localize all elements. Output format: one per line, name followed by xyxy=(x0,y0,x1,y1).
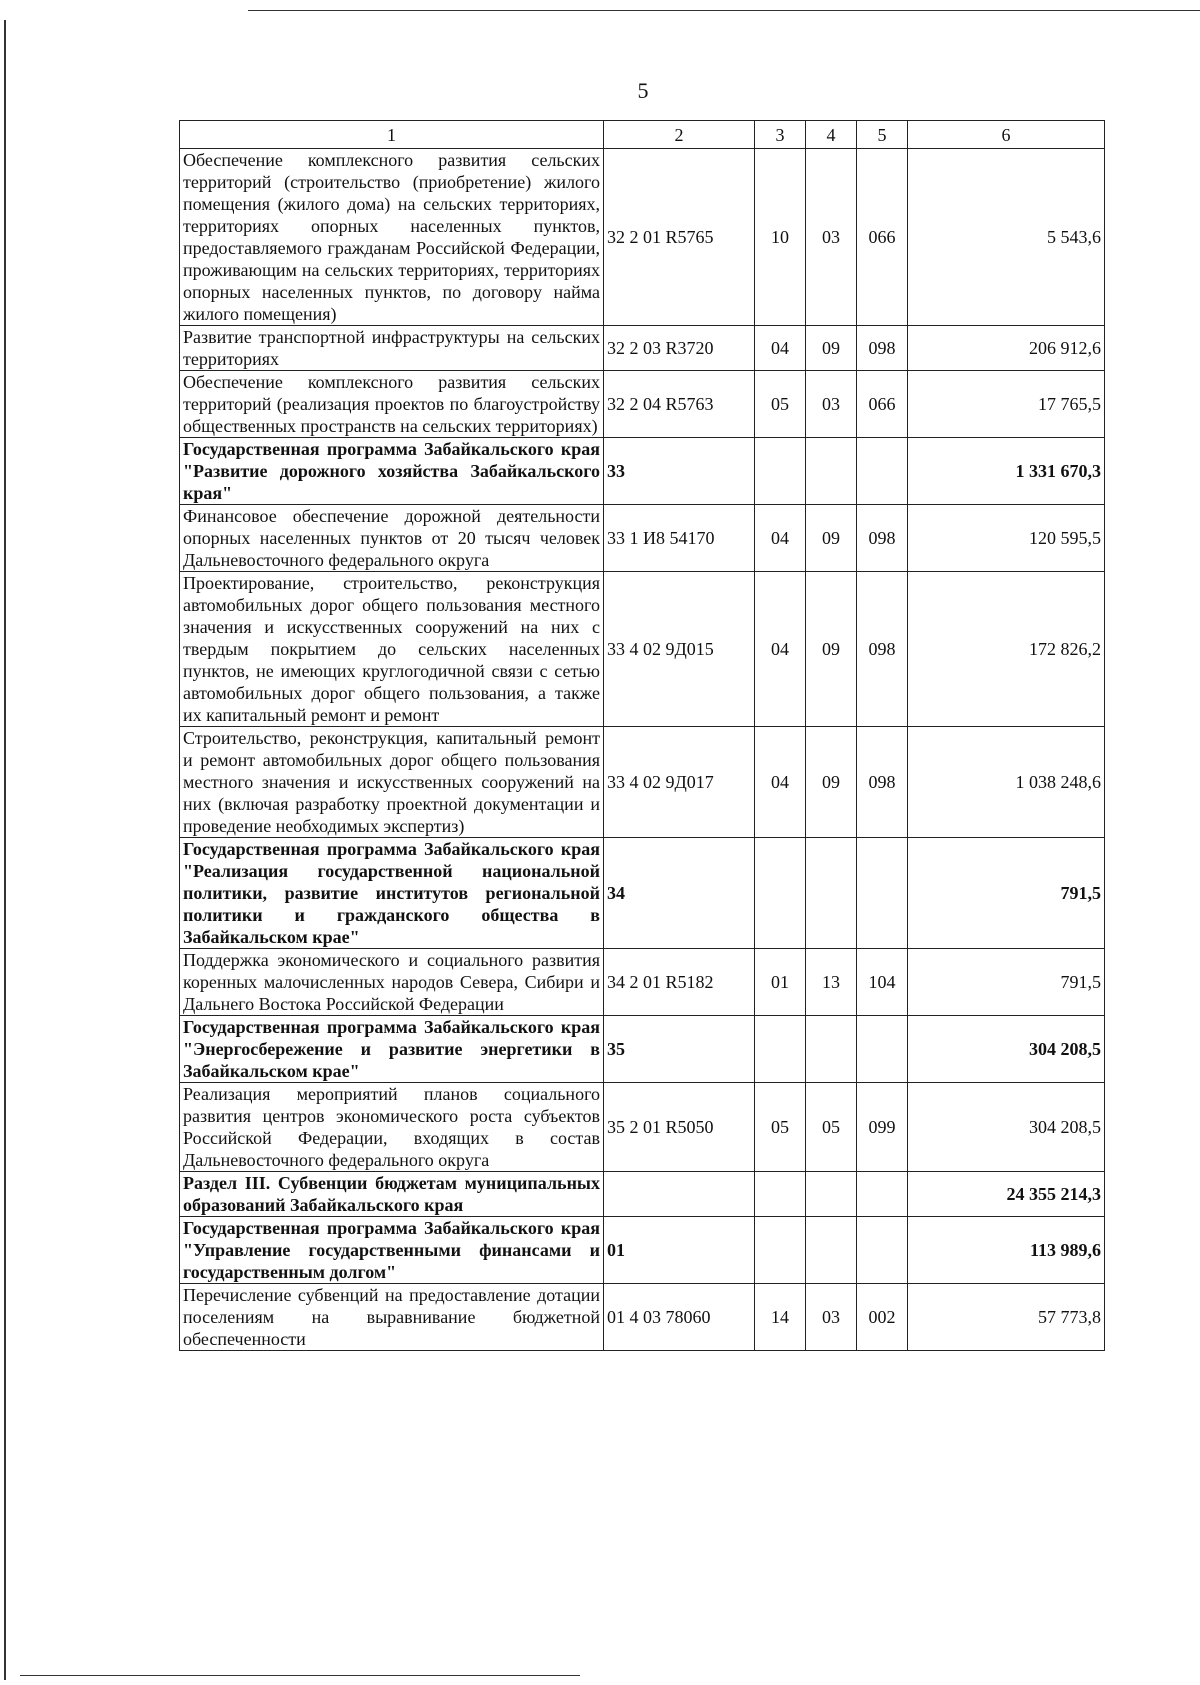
table-row xyxy=(180,1016,1105,1083)
table-row xyxy=(180,371,1105,438)
row-expense-type-cell: 104 xyxy=(857,949,908,1016)
table-body xyxy=(180,149,1105,1351)
budget-table xyxy=(179,120,1105,1351)
row-name-cell: Обеспечение комплексного развития сельских территорий (реализация проектов по благоустройству общественных пространств на сельских территориях) xyxy=(180,371,604,438)
row-expense-type-cell xyxy=(857,1016,908,1083)
row-code-cell: 33 xyxy=(604,438,755,505)
row-code-cell: 34 2 01 R5182 xyxy=(604,949,755,1016)
header-col-3: 3 xyxy=(755,121,806,149)
row-subsection-cell: 09 xyxy=(806,326,857,371)
row-subsection-cell: 03 xyxy=(806,1284,857,1351)
row-name-cell: Реализация мероприятий планов социального развития центров экономического роста субъектов Российской Федерации, входящих в состав Дальневосточного федерального округа xyxy=(180,1083,604,1172)
row-expense-type-cell: 098 xyxy=(857,505,908,572)
header-col-5: 5 xyxy=(857,121,908,149)
row-section-cell: 05 xyxy=(755,1083,806,1172)
row-name-cell: Государственная программа Забайкальского края "Энергосбережение и развитие энергетики в Забайкальском крае" xyxy=(180,1016,604,1083)
header-col-6: 6 xyxy=(908,121,1105,149)
row-code-cell: 01 4 03 78060 xyxy=(604,1284,755,1351)
row-expense-type-cell xyxy=(857,1217,908,1284)
row-amount-cell: 791,5 xyxy=(908,949,1105,1016)
row-expense-type-cell xyxy=(857,1172,908,1217)
row-amount-cell: 5 543,6 xyxy=(908,149,1105,326)
table-row xyxy=(180,572,1105,727)
row-name-cell: Государственная программа Забайкальского края "Реализация государственной национальной политики, развитие институтов региональной политики и гражданского общества в Забайкальском крае" xyxy=(180,838,604,949)
table-row xyxy=(180,727,1105,838)
row-subsection-cell: 09 xyxy=(806,505,857,572)
row-subsection-cell xyxy=(806,838,857,949)
row-amount-cell: 206 912,6 xyxy=(908,326,1105,371)
table-row xyxy=(180,838,1105,949)
row-expense-type-cell: 098 xyxy=(857,572,908,727)
row-subsection-cell xyxy=(806,1172,857,1217)
row-name-cell: Финансовое обеспечение дорожной деятельности опорных населенных пунктов от 20 тысяч человек Дальневосточного федерального округа xyxy=(180,505,604,572)
table-row xyxy=(180,949,1105,1016)
row-code-cell: 33 4 02 9Д015 xyxy=(604,572,755,727)
row-amount-cell: 17 765,5 xyxy=(908,371,1105,438)
row-subsection-cell: 09 xyxy=(806,572,857,727)
row-name-cell: Строительство, реконструкция, капитальный ремонт и ремонт автомобильных дорог общего пользования местного значения и искусственных сооружений на них (включая разработку проектной документации и проведение необходимых экспертиз) xyxy=(180,727,604,838)
row-code-cell: 33 4 02 9Д017 xyxy=(604,727,755,838)
row-subsection-cell xyxy=(806,438,857,505)
row-section-cell: 10 xyxy=(755,149,806,326)
row-expense-type-cell: 002 xyxy=(857,1284,908,1351)
header-col-2: 2 xyxy=(604,121,755,149)
row-expense-type-cell: 066 xyxy=(857,149,908,326)
row-code-cell: 32 2 04 R5763 xyxy=(604,371,755,438)
row-code-cell: 35 xyxy=(604,1016,755,1083)
table-row xyxy=(180,326,1105,371)
row-amount-cell: 791,5 xyxy=(908,838,1105,949)
row-code-cell: 32 2 03 R3720 xyxy=(604,326,755,371)
table-row xyxy=(180,1083,1105,1172)
row-name-cell: Проектирование, строительство, реконструкция автомобильных дорог общего пользования местного значения и искусственных сооружений на них с твердым покрытием до сельских населенных пунктов, не имеющих круглогодичной связи с сетью автомобильных дорог общего пользования, а также их капитальный ремонт и ремонт xyxy=(180,572,604,727)
row-code-cell: 33 1 И8 54170 xyxy=(604,505,755,572)
header-col-1: 1 xyxy=(180,121,604,149)
header-col-4: 4 xyxy=(806,121,857,149)
row-subsection-cell: 05 xyxy=(806,1083,857,1172)
row-code-cell: 32 2 01 R5765 xyxy=(604,149,755,326)
row-name-cell: Поддержка экономического и социального развития коренных малочисленных народов Севера, Сибири и Дальнего Востока Российской Федерации xyxy=(180,949,604,1016)
row-subsection-cell: 03 xyxy=(806,149,857,326)
row-section-cell xyxy=(755,1016,806,1083)
row-amount-cell: 172 826,2 xyxy=(908,572,1105,727)
row-expense-type-cell: 098 xyxy=(857,326,908,371)
row-section-cell: 04 xyxy=(755,727,806,838)
table-row xyxy=(180,438,1105,505)
row-amount-cell: 113 989,6 xyxy=(908,1217,1105,1284)
row-name-cell: Раздел III. Субвенции бюджетам муниципальных образований Забайкальского края xyxy=(180,1172,604,1217)
row-name-cell: Государственная программа Забайкальского края "Развитие дорожного хозяйства Забайкальского края" xyxy=(180,438,604,505)
table-row xyxy=(180,1217,1105,1284)
row-amount-cell: 1 038 248,6 xyxy=(908,727,1105,838)
row-expense-type-cell: 066 xyxy=(857,371,908,438)
row-code-cell xyxy=(604,1172,755,1217)
row-section-cell: 04 xyxy=(755,572,806,727)
row-name-cell: Развитие транспортной инфраструктуры на сельских территориях xyxy=(180,326,604,371)
row-code-cell: 01 xyxy=(604,1217,755,1284)
row-section-cell: 05 xyxy=(755,371,806,438)
page-number: 5 xyxy=(637,78,649,103)
row-subsection-cell: 03 xyxy=(806,371,857,438)
row-subsection-cell xyxy=(806,1217,857,1284)
row-section-cell: 01 xyxy=(755,949,806,1016)
table-row xyxy=(180,1172,1105,1217)
row-expense-type-cell xyxy=(857,838,908,949)
row-name-cell: Государственная программа Забайкальского края "Управление государственными финансами и государственным долгом" xyxy=(180,1217,604,1284)
table-row xyxy=(180,505,1105,572)
row-section-cell xyxy=(755,1217,806,1284)
table-header-row xyxy=(180,121,1105,149)
row-section-cell xyxy=(755,1172,806,1217)
row-amount-cell: 304 208,5 xyxy=(908,1016,1105,1083)
row-expense-type-cell xyxy=(857,438,908,505)
row-name-cell: Перечисление субвенций на предоставление дотации поселениям на выравнивание бюджетной обеспеченности xyxy=(180,1284,604,1351)
row-amount-cell: 24 355 214,3 xyxy=(908,1172,1105,1217)
row-section-cell: 04 xyxy=(755,326,806,371)
table-row xyxy=(180,149,1105,326)
row-subsection-cell: 13 xyxy=(806,949,857,1016)
row-section-cell xyxy=(755,838,806,949)
row-amount-cell: 1 331 670,3 xyxy=(908,438,1105,505)
scan-edge-bottom xyxy=(20,1675,580,1676)
row-section-cell xyxy=(755,438,806,505)
row-amount-cell: 304 208,5 xyxy=(908,1083,1105,1172)
scan-edge-top xyxy=(248,10,1200,11)
row-expense-type-cell: 098 xyxy=(857,727,908,838)
row-expense-type-cell: 099 xyxy=(857,1083,908,1172)
row-code-cell: 34 xyxy=(604,838,755,949)
scan-edge-left xyxy=(4,20,6,1680)
row-amount-cell: 57 773,8 xyxy=(908,1284,1105,1351)
row-code-cell: 35 2 01 R5050 xyxy=(604,1083,755,1172)
row-section-cell: 04 xyxy=(755,505,806,572)
row-amount-cell: 120 595,5 xyxy=(908,505,1105,572)
row-subsection-cell: 09 xyxy=(806,727,857,838)
table-row xyxy=(180,1284,1105,1351)
row-name-cell: Обеспечение комплексного развития сельских территорий (строительство (приобретение) жилого помещения (жилого дома) на сельских территориях, территориях опорных населенных пунктов, предоставляемого гражданам Российской Федерации, проживающим на сельских территориях, территориях опорных населенных пунктов, по договору найма жилого помещения) xyxy=(180,149,604,326)
row-section-cell: 14 xyxy=(755,1284,806,1351)
row-subsection-cell xyxy=(806,1016,857,1083)
